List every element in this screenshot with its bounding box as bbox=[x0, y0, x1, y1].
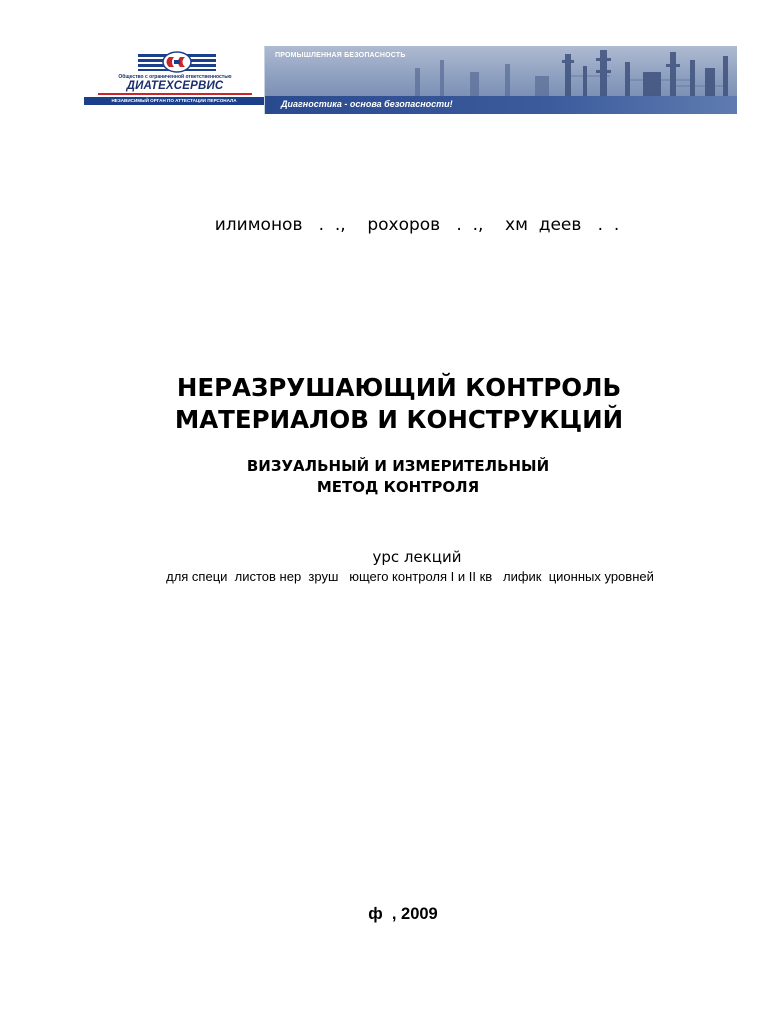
document-subtitle-line-1: ВИЗУАЛЬНЫЙ И ИЗМЕРИТЕЛЬНЫЙ bbox=[246, 457, 550, 475]
document-subtitle bbox=[0, 456, 768, 498]
company-emblem-icon bbox=[136, 51, 218, 73]
authors-line: илимонов . ., рохоров . ., хм деев . . bbox=[214, 215, 620, 235]
sub-organization-label: НЕЗАВИСИМЫЙ ОРГАН ПО АТТЕСТАЦИИ ПЕРСОНАЛА bbox=[111, 98, 237, 103]
industrial-plant-photo bbox=[265, 46, 737, 114]
company-name-underline bbox=[98, 93, 252, 95]
lecture-course-label: урс лекций bbox=[372, 548, 462, 566]
industrial-safety-label: ПРОМЫШЛЕННАЯ БЕЗОПАСНОСТЬ bbox=[275, 52, 406, 59]
company-name: ДИАТЕХСЕРВИС bbox=[126, 80, 224, 92]
company-logo bbox=[84, 46, 265, 114]
document-title-line-2: МАТЕРИАЛОВ И КОНСТРУКЦИЙ bbox=[174, 405, 624, 434]
slogan-text: Диагностика - основа безопасности! bbox=[281, 99, 453, 109]
target-audience-line: для специ листов нер зруш ющего контроля I и II кв лифик ционных уровней bbox=[166, 569, 654, 584]
header-banner bbox=[84, 46, 737, 114]
city-and-year: ф , 2009 bbox=[368, 905, 438, 923]
document-title-line-1: НЕРАЗРУШАЮЩИЙ КОНТРОЛЬ bbox=[176, 373, 622, 402]
document-title bbox=[0, 372, 768, 436]
organization-form-label: Общество с ограниченной ответственностью bbox=[118, 74, 232, 80]
document-subtitle-line-2: МЕТОД КОНТРОЛЯ bbox=[316, 478, 480, 496]
